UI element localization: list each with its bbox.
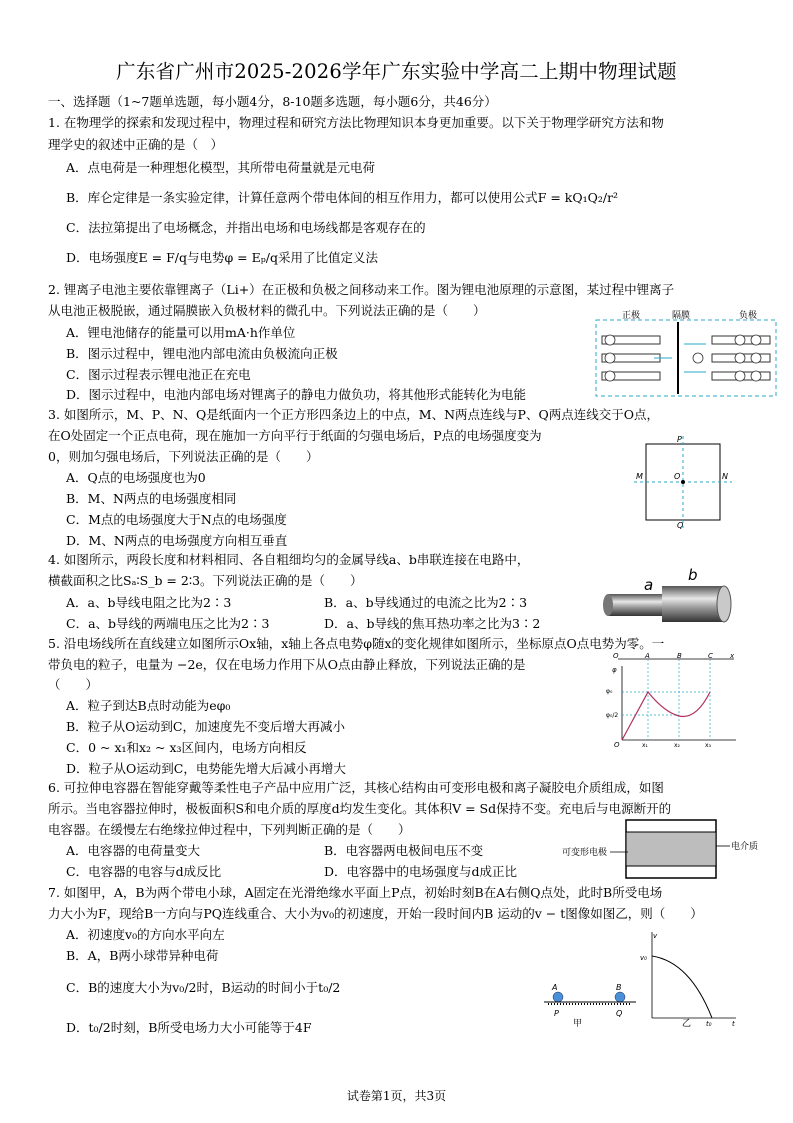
q6-option-a: A．电容器的电荷量变大 — [66, 843, 201, 858]
q2-stem-line2: 从电池正极脱嵌，通过隔膜嵌入负极材料的微孔中。下列说法正确的是（ ） — [48, 303, 486, 318]
q6-stem-line2: 所示。当电容器拉伸时，极板面积S和电介质的厚度d均发生变化。其体积V = Sd保持不变。充电后与电源断开的 — [48, 801, 672, 816]
ball-a-label: A — [552, 983, 558, 992]
battery-diagram — [594, 306, 780, 398]
t0-label: t₀ — [706, 1020, 712, 1028]
ball-b — [615, 992, 625, 1002]
phi-label: φ — [612, 666, 617, 674]
q6-stem-line3: 电容器。在缓慢左右绝缘拉伸过程中，下列判断正确的是（ ） — [48, 822, 411, 837]
figure-yi-label: 乙 — [682, 1019, 692, 1029]
point-charge — [681, 480, 685, 484]
point-p-label: P — [554, 1009, 559, 1018]
q2-option-a: A．锂电池储存的能量可以用mA·h作单位 — [66, 325, 296, 340]
q1-stem-line1: 1. 在物理学的探索和发现过程中，物理过程和研究方法比物理知识本身更加重要。以下关于物理学研究方法和物 — [48, 115, 664, 130]
q4-option-d: D．a、b导线的焦耳热功率之比为3∶2 — [324, 616, 541, 631]
q2-option-d: D．图示过程中，电池内部电场对锂离子的静电力做负功，将其他形式能转化为电能 — [66, 387, 527, 402]
page-footer: 试卷第1页，共3页 — [346, 1089, 447, 1103]
label-m: M — [636, 472, 643, 481]
balls-diagram — [540, 928, 740, 1034]
ball-b-label: B — [616, 983, 622, 992]
q4-option-a: A．a、b导线电阻之比为2∶3 — [66, 595, 232, 610]
point-b-label: B — [677, 652, 682, 660]
wire-diagram — [600, 566, 736, 626]
separator-label: 隔膜 — [672, 311, 691, 321]
axis-o-top: O — [613, 652, 619, 660]
q3-option-a: A．Q点的电场强度也为0 — [66, 470, 206, 485]
q4-stem-line1: 4. 如图所示，两段长度和材料相同、各自粗细均匀的金属导线a、b串联连接在电路中， — [48, 552, 530, 567]
point-a-label: A — [645, 652, 650, 660]
v-axis-label: v — [653, 932, 658, 940]
point-q-label: Q — [616, 1009, 623, 1018]
q2-option-b: B．图示过程中，锂电池内部电流由负极流向正极 — [66, 346, 338, 361]
q5-option-c: C．0 ~ x₁和x₂ ~ x₃区间内，电场方向相反 — [66, 740, 307, 755]
label-a: a — [644, 576, 654, 594]
q1-option-a: A．点电荷是一种理想化模型，其所带电荷量就是元电荷 — [66, 160, 376, 175]
dielectric-layer — [626, 832, 716, 866]
q2-stem-line1: 2. 锂离子电池主要依靠锂离子（Li+）在正极和负极之间移动来工作。图为锂电池原理的示意图，某过程中锂离子 — [48, 282, 675, 297]
q3-option-d: D．M、N两点的电场强度方向相互垂直 — [66, 533, 288, 548]
q6-stem-line1: 6. 可拉伸电容器在智能穿戴等柔性电子产品中应用广泛，其核心结构由可变形电极和离子凝胶电介质组成，如图 — [48, 780, 664, 795]
q7-option-a: A．初速度v₀的方向水平向左 — [66, 927, 225, 942]
q4-option-c: C．a、b导线的两端电压之比为2∶3 — [66, 616, 270, 631]
potential-graph — [604, 650, 740, 750]
q3-stem-line3: 0，则加匀强电场后，下列说法正确的是（ ） — [48, 449, 319, 464]
q4-stem-line2: 横截面积之比Sₐ∶S_b = 2∶3。下列说法正确的是（ ） — [48, 573, 363, 588]
label-p: P — [677, 435, 682, 444]
q3-option-b: B．M、N两点的电场强度相同 — [66, 491, 237, 506]
x3-label: x₃ — [705, 742, 711, 749]
figure-jia-label: 甲 — [573, 1019, 583, 1029]
q5-option-d: D．粒子从O运动到C，电势能先增大后减小再增大 — [66, 761, 346, 776]
q7-stem-line1: 7. 如图甲，A，B为两个带电小球，A固定在光滑绝缘水平面上P点，初始时刻B在A右侧Q点处，此时B所受电场 — [48, 885, 663, 900]
q1-option-b: B．库仑定律是一条实验定律，计算任意两个带电体间的相互作用力，都可以使用公式F = kQ₁Q₂/r² — [66, 190, 619, 205]
label-b: b — [688, 566, 698, 584]
q7-option-d: D．t₀/2时刻，B所受电场力大小可能等于4F — [66, 1020, 312, 1035]
x1-label: x₁ — [642, 742, 648, 749]
q7-stem-line2: 力大小为F，现给B一方向与PQ连线重合、大小为v₀的初速度，开始一段时间内B 运动的v − t图像如图乙，则（ ） — [48, 906, 703, 921]
guide-lines — [622, 659, 710, 740]
label-o: O — [674, 472, 681, 481]
q5-stem-line2: 带负电的粒子，电量为 −2e，仅在电场力作用下从O点由静止释放，下列说法正确的是 — [48, 657, 526, 672]
q6-option-b: B．电容器两电极间电压不变 — [324, 843, 484, 858]
q4-option-b: B．a、b导线通过的电流之比为2∶3 — [324, 595, 528, 610]
label-q: Q — [677, 521, 684, 530]
point-c-label: C — [708, 652, 713, 660]
positive-electrode-label: 正极 — [622, 311, 641, 321]
q1-stem-line2: 理学史的叙述中正确的是（ ） — [48, 137, 224, 152]
q3-stem-line2: 在O处固定一个正点电荷，现在施加一方向平行于纸面的匀强电场后，P点的电场强度变为 — [48, 428, 542, 443]
q5-option-b: B．粒子从O运动到C，加速度先不变后增大再减小 — [66, 719, 345, 734]
v0-label: v₀ — [640, 954, 647, 962]
origin-label: O — [614, 741, 620, 749]
velocity-curve — [652, 956, 712, 1018]
q2-option-c: C．图示过程表示锂电池正在充电 — [66, 367, 251, 382]
q5-stem-line3: （ ） — [48, 677, 99, 692]
q3-option-c: C．M点的电场强度大于N点的电场强度 — [66, 512, 287, 527]
section-heading: 一、选择题（1~7题单选题，每小题4分，8-10题多选题，每小题6分，共46分） — [48, 94, 497, 109]
square-field-diagram — [628, 432, 740, 532]
x2-label: x₂ — [674, 742, 680, 749]
dielectric-label: 电介质 — [731, 842, 759, 852]
ball-a — [553, 992, 563, 1002]
q3-stem-line1: 3. 如图所示，M、P、N、Q是纸面内一个正方形四条边上的中点，M、N两点连线与P、Q两点连线交于O点， — [48, 407, 659, 422]
electrode-label: 可变形电极 — [562, 848, 608, 858]
lithium-ions — [605, 335, 761, 381]
negative-electrode-label: 负极 — [739, 311, 758, 321]
capacitor-diagram — [560, 818, 782, 880]
x-axis-label-top: x — [730, 652, 735, 660]
q7-option-b: B．A，B两小球带异种电荷 — [66, 948, 219, 963]
q6-option-c: C．电容器的电容与d成反比 — [66, 864, 222, 879]
q1-option-d: D．电场强度E = F/q与电势φ = Eₚ/q采用了比值定义法 — [66, 250, 378, 265]
label-n: N — [722, 472, 728, 481]
q7-option-c: C．B的速度大小为v₀/2时，B运动的时间小于t₀/2 — [66, 980, 341, 995]
page-title: 广东省广州市2025-2026学年广东实验中学高二上期中物理试题 — [116, 60, 677, 83]
wire-b — [662, 586, 724, 622]
phi0-label: φ₀ — [606, 688, 613, 695]
wire-a-end — [603, 594, 613, 616]
q1-option-c: C．法拉第提出了电场概念，并指出电场和电场线都是客观存在的 — [66, 220, 426, 235]
q5-option-a: A．粒子到达B点时动能为eφ₀ — [66, 698, 231, 713]
t-axis-label: t — [732, 1020, 735, 1028]
potential-curve — [622, 692, 710, 740]
q5-stem-line1: 5. 沿电场线所在直线建立如图所示Ox轴，x轴上各点电势φ随x的变化规律如图所示，坐标原点O点电势为零。一 — [48, 636, 665, 651]
wire-b-end — [717, 586, 731, 622]
wire-a — [608, 594, 664, 616]
q6-option-d: D．电容器中的电场强度与d成正比 — [324, 864, 518, 879]
half-phi0-label: φ₀/2 — [606, 712, 619, 719]
